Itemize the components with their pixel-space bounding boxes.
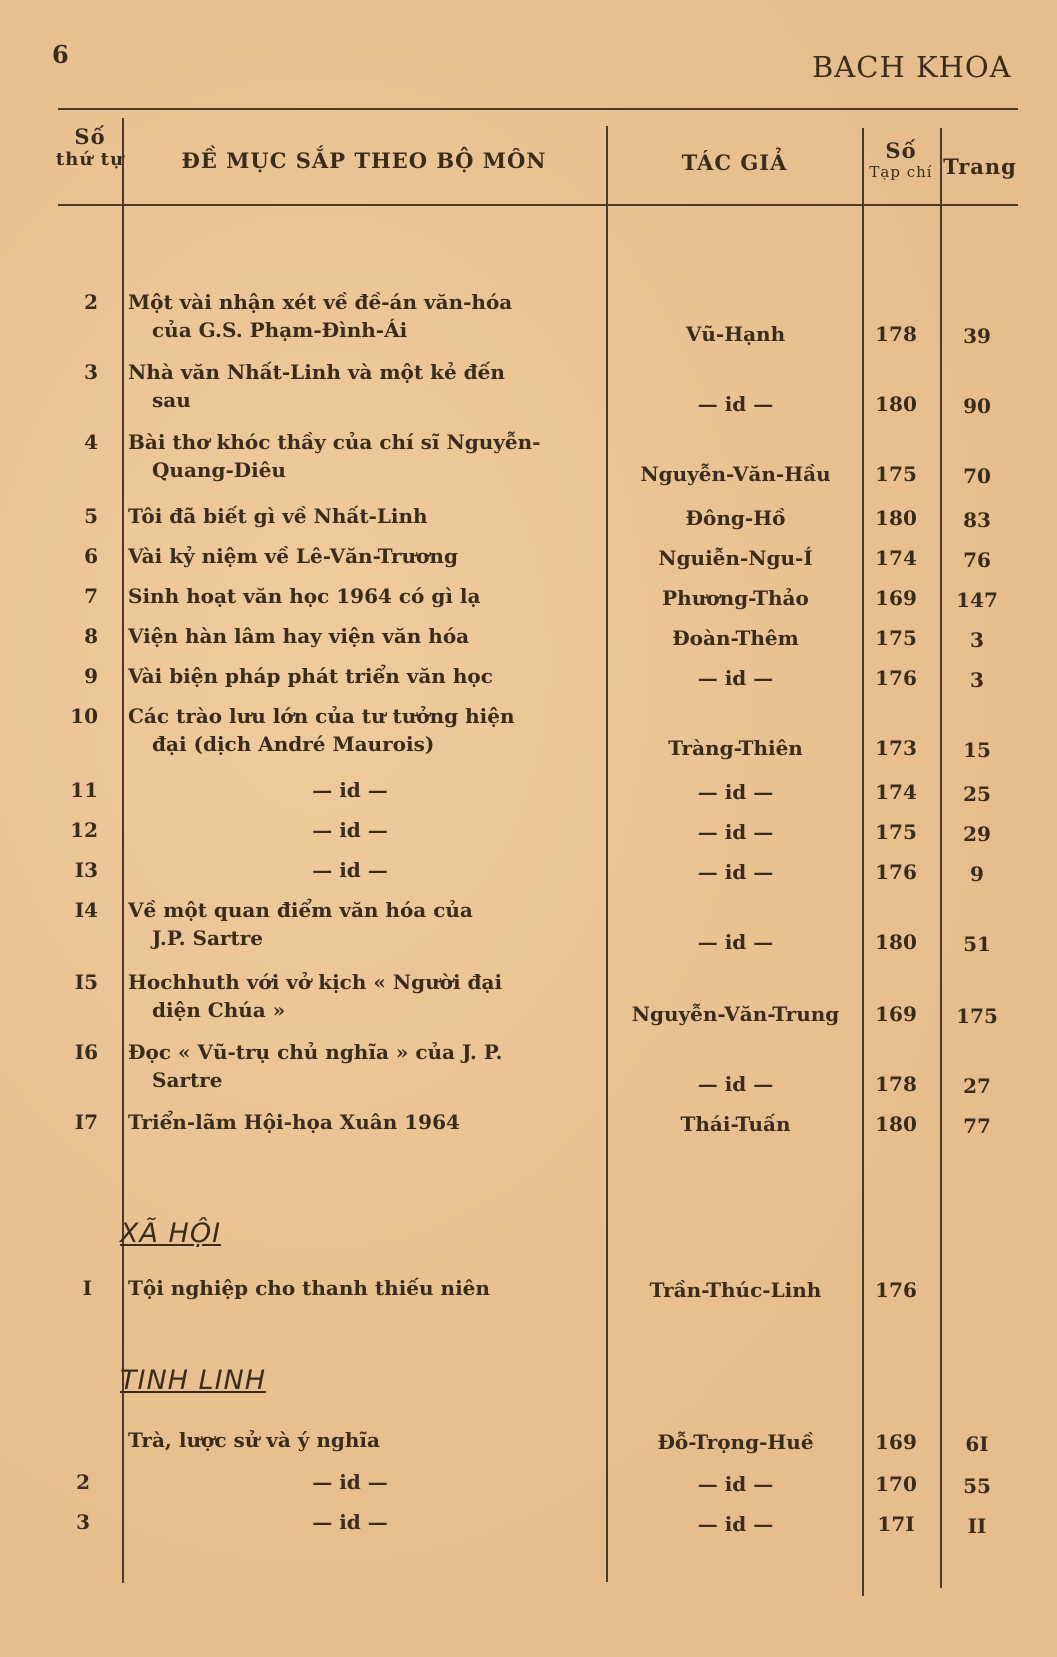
entry-title: Đọc « Vũ-trụ chủ nghĩa » của J. P. <box>128 1040 503 1064</box>
entry-number: 7 <box>84 584 98 608</box>
entry-author: Nguiễn-Ngu-Í <box>658 546 813 570</box>
entry-page: 27 <box>963 1074 991 1098</box>
entry-title: Vài biện pháp phát triển văn học <box>128 664 493 688</box>
entry-title: Bài thơ khóc thầy của chí sĩ Nguyễn- <box>128 430 541 454</box>
entry-page: 15 <box>963 738 991 762</box>
entry-number: 6 <box>84 544 98 568</box>
entry-title: Viện hàn lâm hay viện văn hóa <box>128 624 470 648</box>
header-no <box>52 124 128 170</box>
header-issue-line2: Tạp chí <box>869 163 933 181</box>
entry-issue: 17I <box>877 1512 915 1536</box>
section-heading-xa-hoi: XÃ HỘI <box>120 1218 222 1249</box>
entry-number: 8 <box>84 624 98 648</box>
entry-title: — id — <box>312 858 388 882</box>
entry-author: — id — <box>697 392 774 416</box>
header-bottom-rule <box>58 204 1018 206</box>
entry-number: I <box>82 1276 92 1300</box>
header-issue-line1: Số <box>885 138 917 163</box>
entry-issue: 176 <box>875 666 917 690</box>
entry-title-continued: đại (dịch André Maurois) <box>152 732 435 756</box>
entry-page: 70 <box>963 464 991 488</box>
entry-number: I6 <box>74 1040 98 1064</box>
entry-number: 3 <box>76 1510 90 1534</box>
entry-title: Vài kỷ niệm về Lê-Văn-Trương <box>128 544 458 568</box>
entry-title: Về một quan điểm văn hóa của <box>128 898 473 922</box>
entry-number: 3 <box>84 360 98 384</box>
entry-title: — id — <box>312 818 388 842</box>
entry-author: Đông-Hồ <box>685 506 786 530</box>
entry-number: 10 <box>70 704 98 728</box>
entry-issue: 178 <box>875 322 917 346</box>
header-page: Trang <box>943 154 1017 179</box>
entry-author: Đoàn-Thêm <box>672 626 799 650</box>
entry-page: 3 <box>970 628 984 652</box>
entry-issue: 169 <box>875 1430 917 1454</box>
entry-page: 83 <box>963 508 991 532</box>
entry-number: 2 <box>84 290 98 314</box>
entry-author: — id — <box>697 820 774 844</box>
entry-title-continued: J.P. Sartre <box>152 926 263 950</box>
entry-title-continued: sau <box>152 388 191 412</box>
entry-page: 76 <box>963 548 991 572</box>
column-divider-2 <box>606 126 608 1582</box>
entry-author: — id — <box>697 1472 774 1496</box>
entry-page: 175 <box>956 1004 998 1028</box>
entry-number: I5 <box>74 970 98 994</box>
entry-number: I7 <box>74 1110 98 1134</box>
entry-page: 9 <box>970 862 984 886</box>
entry-page: 77 <box>963 1114 991 1138</box>
entry-title: — id — <box>312 778 388 802</box>
section-heading-tinh-linh: TINH LINH <box>120 1365 267 1396</box>
entry-issue: 174 <box>875 546 917 570</box>
entry-title: Tội nghiệp cho thanh thiếu niên <box>128 1276 490 1300</box>
entry-author: Trần-Thúc-Linh <box>649 1278 822 1302</box>
entry-page: 25 <box>963 782 991 806</box>
entry-author: — id — <box>697 860 774 884</box>
entry-title-continued: của G.S. Phạm-Đình-Ái <box>152 318 408 342</box>
entry-author: — id — <box>697 666 774 690</box>
entry-issue: 180 <box>875 1112 917 1136</box>
entry-title: Hochhuth với vở kịch « Người đại <box>128 970 503 994</box>
entry-title: Tôi đã biết gì về Nhất-Linh <box>128 504 428 528</box>
entry-page: 51 <box>963 932 991 956</box>
entry-author: Vũ-Hạnh <box>685 322 786 346</box>
header-no-line1: Số <box>74 124 106 149</box>
entry-issue: 175 <box>875 820 917 844</box>
entry-author: Nguyễn-Văn-Hầu <box>640 462 831 486</box>
entry-issue: 169 <box>875 1002 917 1026</box>
entry-issue: 170 <box>875 1472 917 1496</box>
entry-author: Nguyễn-Văn-Trung <box>631 1002 840 1026</box>
entry-page: 39 <box>963 324 991 348</box>
entry-title-continued: Quang-Diêu <box>152 458 286 482</box>
entry-author: Đỗ-Trọng-Huề <box>657 1430 814 1454</box>
entry-page: 29 <box>963 822 991 846</box>
entry-page: II <box>967 1514 987 1538</box>
entry-issue: 180 <box>875 506 917 530</box>
entry-number: 11 <box>70 778 98 802</box>
page-number: 6 <box>52 40 69 69</box>
entry-title: Trà, lược sử và ý nghĩa <box>128 1428 380 1452</box>
entry-author: — id — <box>697 780 774 804</box>
entry-page: 147 <box>956 588 998 612</box>
entry-issue: 178 <box>875 1072 917 1096</box>
entry-issue: 180 <box>875 392 917 416</box>
entry-title-continued: diện Chúa » <box>152 998 286 1022</box>
entry-author: — id — <box>697 1072 774 1096</box>
table-top-rule <box>58 108 1018 110</box>
entry-title-continued: Sartre <box>152 1068 223 1092</box>
entry-issue: 175 <box>875 462 917 486</box>
entry-number: I4 <box>74 898 98 922</box>
header-issue <box>862 138 940 181</box>
journal-title: BACH KHOA <box>812 50 1012 84</box>
header-no-line2: thứ tự <box>55 149 125 170</box>
entry-issue: 169 <box>875 586 917 610</box>
entry-number: 5 <box>84 504 98 528</box>
entry-number: 12 <box>70 818 98 842</box>
entry-number: I3 <box>74 858 98 882</box>
entry-title: Một vài nhận xét về đề-án văn-hóa <box>128 290 513 314</box>
entry-issue: 175 <box>875 626 917 650</box>
header-author: TÁC GIẢ <box>681 150 788 175</box>
entry-number: 9 <box>84 664 98 688</box>
entry-number: 2 <box>76 1470 90 1494</box>
entry-title: Các trào lưu lớn của tư tưởng hiện <box>128 704 515 728</box>
entry-issue: 176 <box>875 1278 917 1302</box>
entry-page: 6I <box>965 1432 989 1456</box>
entry-issue: 174 <box>875 780 917 804</box>
entry-page: 55 <box>963 1474 991 1498</box>
entry-issue: 180 <box>875 930 917 954</box>
header-title: ĐỀ MỤC SẮP THEO BỘ MÔN <box>181 148 547 173</box>
entry-number: 4 <box>84 430 98 454</box>
entry-issue: 173 <box>875 736 917 760</box>
entry-author: Tràng-Thiên <box>668 736 803 760</box>
entry-issue: 176 <box>875 860 917 884</box>
entry-author: Thái-Tuấn <box>680 1112 791 1136</box>
entry-title: Sinh hoạt văn học 1964 có gì lạ <box>128 584 481 608</box>
entry-author: — id — <box>697 1512 774 1536</box>
entry-title: Triển-lãm Hội-họa Xuân 1964 <box>128 1110 460 1134</box>
entry-title: Nhà văn Nhất-Linh và một kẻ đến <box>128 360 505 384</box>
entry-page: 3 <box>970 668 984 692</box>
entry-title: — id — <box>312 1470 388 1494</box>
entry-page: 90 <box>963 394 991 418</box>
column-divider-1 <box>122 118 124 1583</box>
entry-author: Phương-Thảo <box>662 586 809 610</box>
entry-title: — id — <box>312 1510 388 1534</box>
entry-author: — id — <box>697 930 774 954</box>
